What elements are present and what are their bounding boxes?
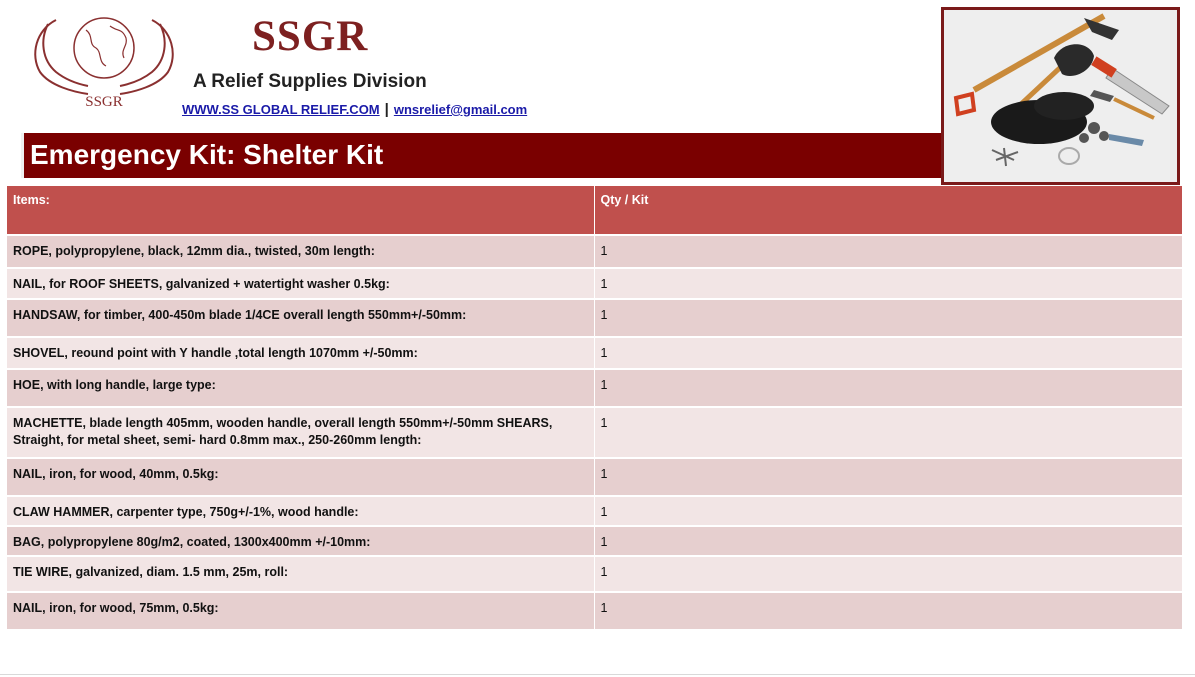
item-cell: MACHETTE, blade length 405mm, wooden handle, overall length 550mm+/-50mm SHEARS, Straight, for metal sheet, semi- hard 0.8mm max., 250-260mm length: [7, 407, 594, 458]
org-name: SSGR [252, 13, 369, 60]
logo-text: SSGR [85, 94, 123, 110]
table-row [7, 556, 1182, 592]
table-row [7, 235, 1182, 268]
page-title: Emergency Kit: Shelter Kit [30, 139, 384, 170]
qty-cell: 1 [594, 526, 1182, 556]
tools-photo [941, 7, 1180, 185]
item-cell: CLAW HAMMER, carpenter type, 750g+/-1%, wood handle: [7, 496, 594, 526]
qty-cell: 1 [594, 299, 1182, 337]
item-cell: NAIL, iron, for wood, 75mm, 0.5kg: [7, 592, 594, 630]
qty-cell: 1 [594, 592, 1182, 630]
table-row [7, 299, 1182, 337]
table-row [7, 369, 1182, 407]
qty-cell: 1 [594, 235, 1182, 268]
item-cell: SHOVEL, reound point with Y handle ,total length 1070mm +/-50mm: [7, 337, 594, 369]
link-separator: | [384, 101, 389, 118]
website-link[interactable]: WWW.SS GLOBAL RELIEF.COM [182, 102, 380, 117]
shelter-tools-illustration [944, 10, 1177, 182]
qty-cell: 1 [594, 369, 1182, 407]
qty-column-header: Qty / Kit [594, 186, 1182, 235]
qty-cell: 1 [594, 496, 1182, 526]
items-column-header: Items: [7, 186, 594, 235]
division-subtitle: A Relief Supplies Division [193, 71, 427, 92]
item-cell: NAIL, for ROOF SHEETS, galvanized + watertight washer 0.5kg: [7, 268, 594, 299]
ssgr-logo [26, 10, 182, 110]
item-cell: NAIL, iron, for wood, 40mm, 0.5kg: [7, 458, 594, 496]
table-row [7, 407, 1182, 458]
shelter-kit-table [7, 186, 1183, 631]
table-row [7, 592, 1182, 630]
table-row [7, 496, 1182, 526]
contact-links [182, 101, 527, 118]
item-cell: HOE, with long handle, large type: [7, 369, 594, 407]
item-cell: BAG, polypropylene 80g/m2, coated, 1300x400mm +/-10mm: [7, 526, 594, 556]
table-row [7, 268, 1182, 299]
item-cell: TIE WIRE, galvanized, diam. 1.5 mm, 25m, roll: [7, 556, 594, 592]
table-row [7, 337, 1182, 369]
title-bar [21, 133, 942, 178]
qty-cell: 1 [594, 556, 1182, 592]
qty-cell: 1 [594, 458, 1182, 496]
table-row [7, 458, 1182, 496]
table-header-row [7, 186, 1182, 235]
email-link[interactable]: wnsrelief@gmail.com [393, 102, 528, 117]
item-cell: HANDSAW, for timber, 400-450m blade 1/4CE overall length 550mm+/-50mm: [7, 299, 594, 337]
qty-cell: 1 [594, 337, 1182, 369]
qty-cell: 1 [594, 268, 1182, 299]
item-cell: ROPE, polypropylene, black, 12mm dia., twisted, 30m length: [7, 235, 594, 268]
table-row [7, 526, 1182, 556]
page-bottom-divider [0, 674, 1195, 675]
qty-cell: 1 [594, 407, 1182, 458]
hands-globe-icon [26, 10, 182, 110]
